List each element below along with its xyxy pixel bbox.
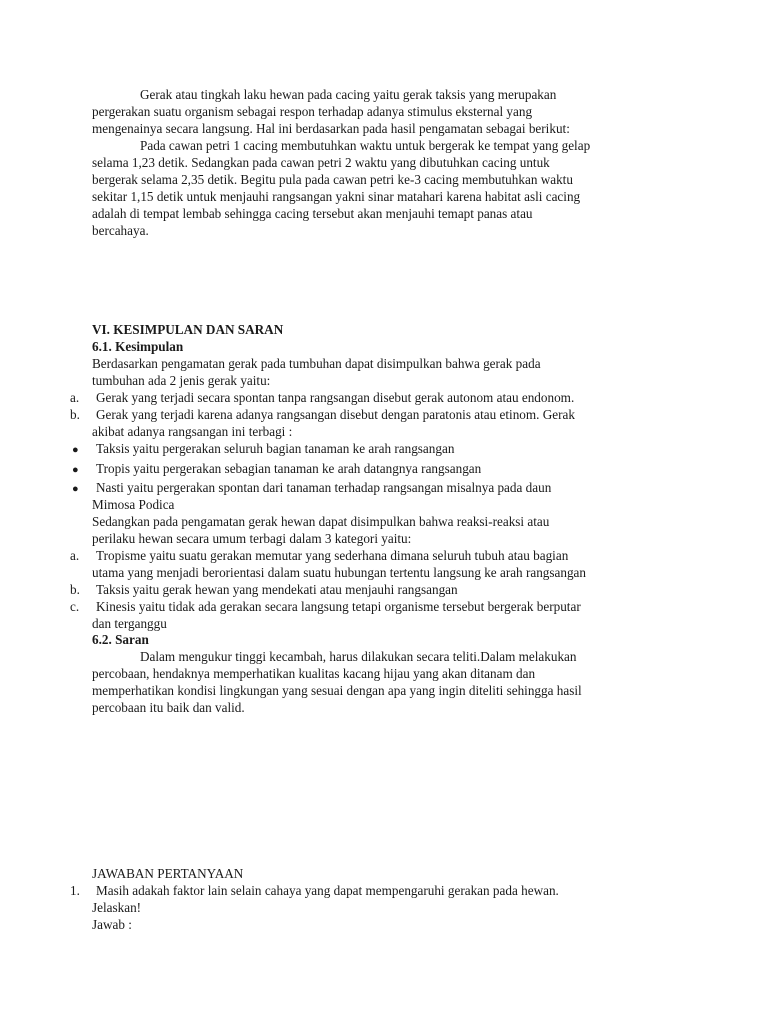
list-marker: c. (70, 599, 80, 614)
list-item-text: Gerak yang terjadi karena adanya rangsangan disebut dengan paratonis atau etinom. Gerak (96, 407, 575, 422)
animal-intro-line: perilaku hewan secara umum terbagi dalam 3 kategori yaitu: (92, 531, 412, 546)
bullet-item-text: Taksis yaitu pergerakan seluruh bagian tanaman ke arah rangsangan (96, 441, 455, 456)
intro-line: sekitar 1,15 detik untuk menjauhi rangsangan yakni sinar matahari karena habitat asli cacing (92, 189, 581, 204)
intro-line: mengenainya secara langsung. Hal ini berdasarkan pada hasil pengamatan sebagai berikut: (92, 121, 570, 136)
plant-intro-line: tumbuhan ada 2 jenis gerak yaitu: (92, 373, 271, 388)
plant-intro-line: Berdasarkan pengamatan gerak pada tumbuhan dapat disimpulkan bahwa gerak pada (92, 356, 541, 371)
section-heading: VI. KESIMPULAN DAN SARAN (92, 322, 284, 337)
saran-line: memperhatikan kondisi lingkungan yang sesuai dengan apa yang ingin diteliti sehingga hasil (92, 683, 582, 698)
list-marker: a. (70, 548, 80, 563)
question-text: Jelaskan! (92, 900, 142, 915)
bullet-item-text: Mimosa Podica (92, 497, 175, 512)
bullet-item-text: Tropis yaitu pergerakan sebagian tanaman ke arah datangnya rangsangan (96, 461, 482, 476)
intro-line: bergerak selama 2,35 detik. Begitu pula pada cawan petri ke-3 cacing membutuhkan waktu (92, 172, 573, 187)
answer-label: Jawab : (92, 917, 132, 932)
intro-line: bercahaya. (92, 223, 149, 238)
saran-line: Dalam mengukur tinggi kecambah, harus dilakukan secara teliti.Dalam melakukan (140, 649, 577, 664)
list-marker: b. (70, 582, 80, 597)
list-item-text: Taksis yaitu gerak hewan yang mendekati atau menjauhi rangsangan (96, 582, 458, 597)
intro-line: pergerakan suatu organism sebagai respon terhadap adanya stimulus eksternal yang (92, 104, 533, 119)
intro-line: Pada cawan petri 1 cacing membutuhkan waktu untuk bergerak ke tempat yang gelap (140, 138, 591, 153)
bullet-item-text: Nasti yaitu pergerakan spontan dari tanaman terhadap rangsangan misalnya pada daun (96, 480, 552, 495)
list-item-text: akibat adanya rangsangan ini terbagi : (92, 424, 293, 439)
bullet-icon: ● (72, 444, 79, 456)
list-marker: b. (70, 407, 80, 422)
list-item-text: Tropisme yaitu suatu gerakan memutar yang sederhana dimana seluruh tubuh atau bagian (96, 548, 569, 563)
question-text: Masih adakah faktor lain selain cahaya yang dapat mempengaruhi gerakan pada hewan. (96, 883, 559, 898)
bullet-icon: ● (72, 483, 79, 495)
list-item-text: Kinesis yaitu tidak ada gerakan secara langsung tetapi organisme tersebut bergerak berputar (96, 599, 581, 614)
list-item-text: Gerak yang terjadi secara spontan tanpa rangsangan disebut gerak autonom atau endonom. (96, 390, 575, 405)
saran-line: percobaan itu baik dan valid. (92, 700, 245, 715)
saran-line: percobaan, hendaknya memperhatikan kualitas kacang hijau yang akan ditanam dan (92, 666, 536, 681)
intro-line: selama 1,23 detik. Sedangkan pada cawan petri 2 waktu yang dibutuhkan cacing untuk (92, 155, 550, 170)
intro-line: adalah di tempat lembab sehingga cacing tersebut akan menjauhi temapt panas atau (92, 206, 533, 221)
intro-line: Gerak atau tingkah laku hewan pada cacing yaitu gerak taksis yang merupakan (140, 87, 557, 102)
subsection-heading-saran: 6.2. Saran (92, 632, 149, 647)
bullet-icon: ● (72, 464, 79, 476)
question-number: 1. (70, 883, 80, 898)
list-item-text: dan terganggu (92, 616, 167, 631)
list-marker: a. (70, 390, 80, 405)
subsection-heading-kesimpulan: 6.1. Kesimpulan (92, 339, 184, 354)
list-item-text: utama yang menjadi berorientasi dalam suatu hubungan tertentu langsung ke arah rangsangan (92, 565, 587, 580)
questions-heading: JAWABAN PERTANYAAN (92, 866, 244, 881)
animal-intro-line: Sedangkan pada pengamatan gerak hewan dapat disimpulkan bahwa reaksi-reaksi atau (92, 514, 550, 529)
